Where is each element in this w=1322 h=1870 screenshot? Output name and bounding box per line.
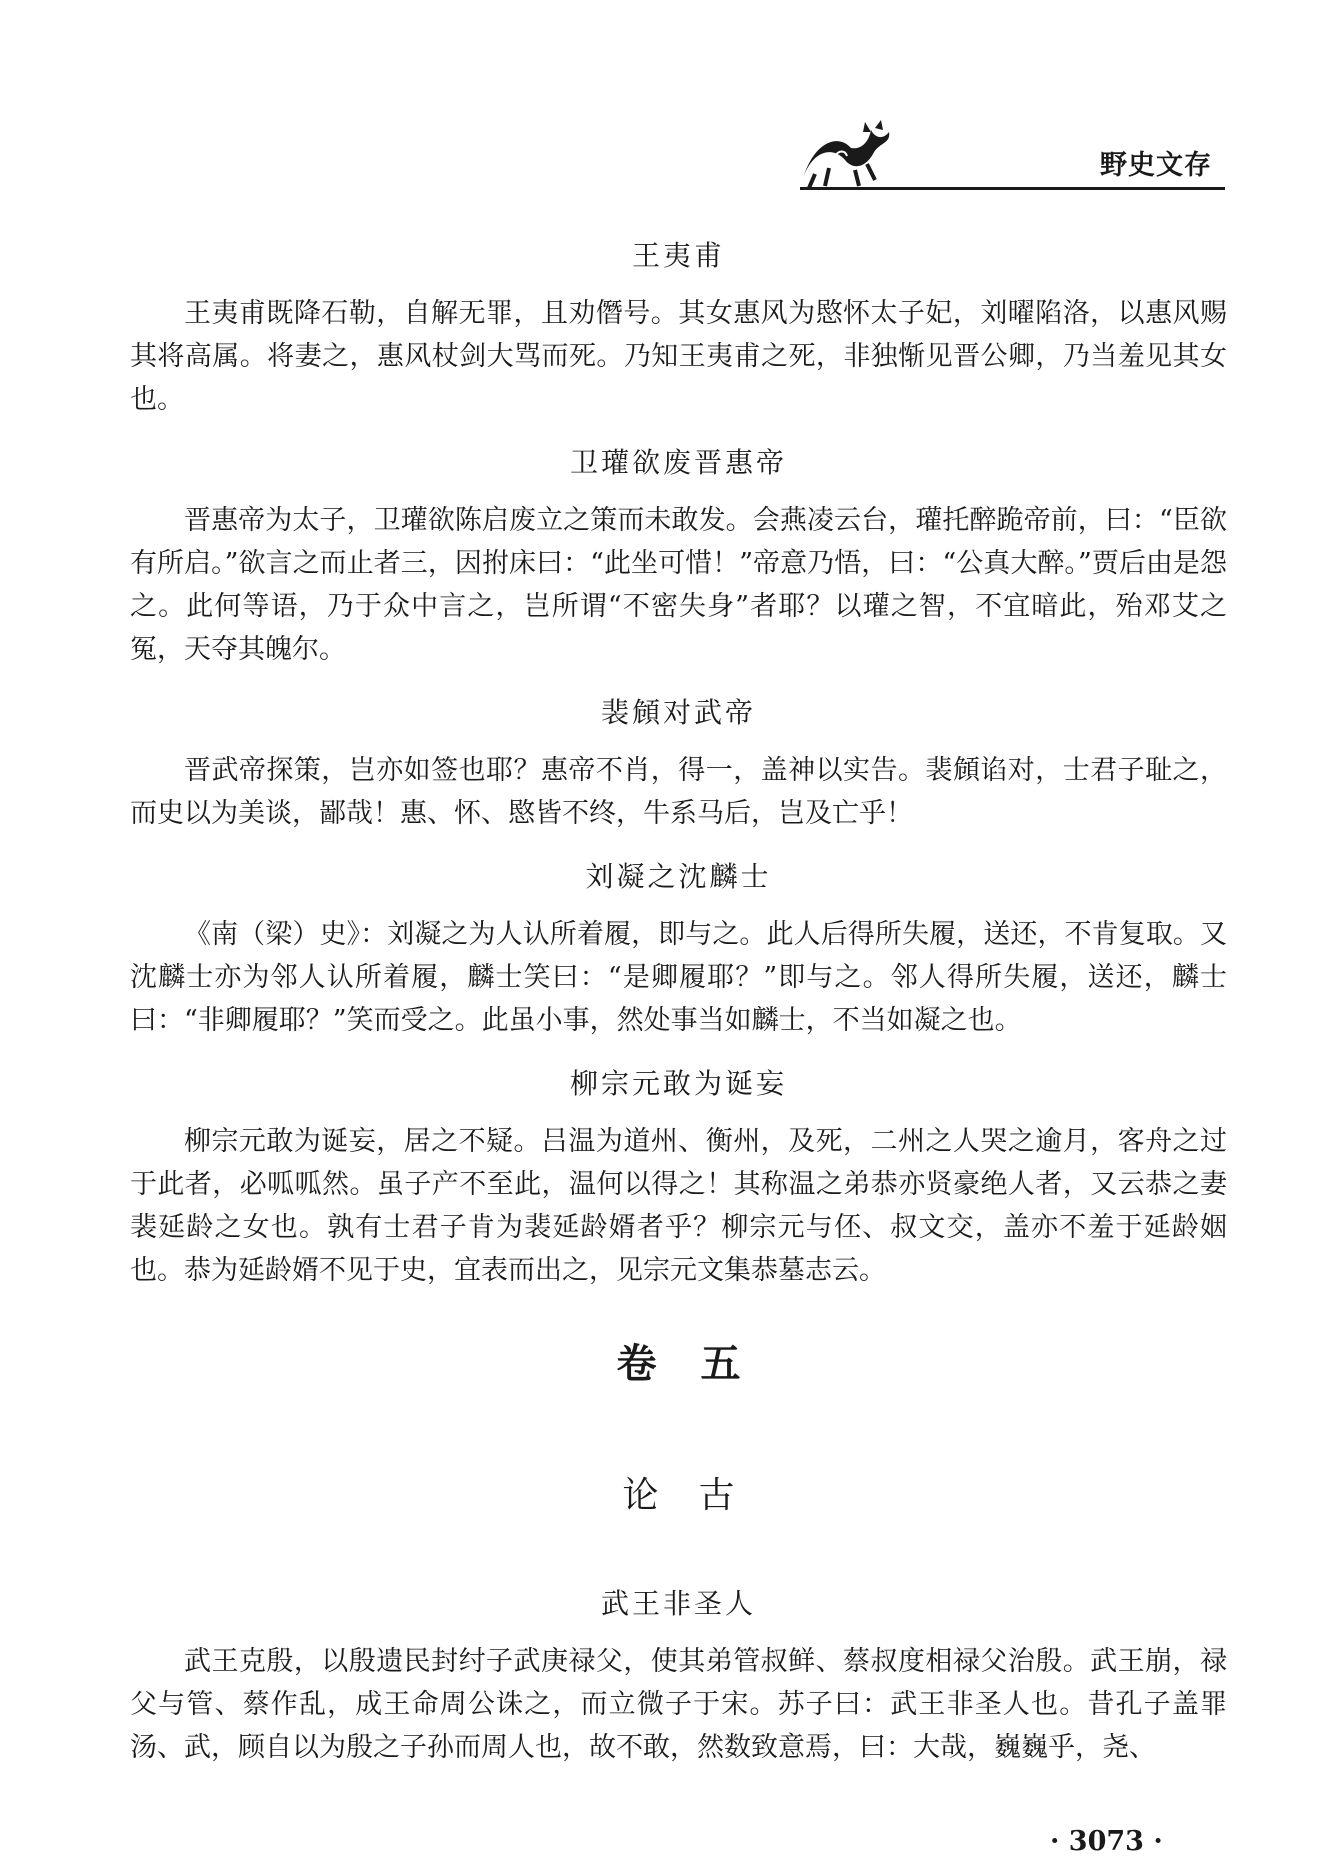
section-paragraph: 晋惠帝为太子，卫瓘欲陈启废立之策而未敢发。会燕凌云台，瓘托醉跪帝前，曰：“臣欲有所启。”欲言之而止者三，因拊床曰：“此坐可惜！”帝意乃悟，曰：“公真大醉。”贾后由是怨之。此何等语，乃于众中言之，岂所谓“不密失身”者耶？以瓘之智，不宜暗此，殆邓艾之冤，天夺其魄尔。 [130, 505, 1227, 665]
section-pei-wei [130, 685, 1227, 835]
section-title: 柳宗元敢为诞妄 [569, 1067, 787, 1100]
section-wang-yifu [130, 228, 1227, 421]
section-paragraph: 晋武帝探策，岂亦如签也耶？惠帝不肖，得一，盖神以实告。裴頠谄对，士君子耻之，而史以为美谈，鄙哉！惠、怀、愍皆不终，牛系马后，岂及亡乎！ [130, 755, 1227, 829]
chapter-title: 论古 [622, 1475, 775, 1516]
running-header-title: 野史文存 [1100, 150, 1212, 181]
section-title: 王夷甫 [631, 239, 725, 272]
page-content [130, 228, 1227, 1783]
section-paragraph: 柳宗元敢为诞妄，居之不疑。吕温为道州、衡州，及死，二州之人哭之逾月，客舟之过于此者，必呱呱然。虽子产不至此，温何以得之！其称温之弟恭亦贤豪绝人者，又云恭之妻裴延龄之女也。孰有士君子肯为裴延龄婿者乎？柳宗元与伾、叔文交，盖亦不羞于延龄姻也。恭为延龄婿不见于史，宜表而出之，见宗元文集恭墓志云。 [130, 1126, 1227, 1286]
header-rule [800, 187, 1225, 190]
page-number: · 3073 · [1050, 1826, 1163, 1857]
running-header [0, 0, 1322, 200]
volume-title: 卷五 [616, 1340, 785, 1387]
section-title: 卫瓘欲废晋惠帝 [569, 446, 787, 479]
section-liu-ningzhi [130, 849, 1227, 1042]
section-paragraph: 王夷甫既降石勒，自解无罪，且劝僭号。其女惠风为愍怀太子妃，刘曜陷洛，以惠风赐其将高属。将妻之，惠风杖剑大骂而死。乃知王夷甫之死，非独惭见晋公卿，乃当羞见其女也。 [130, 298, 1227, 415]
section-title: 裴頠对武帝 [600, 696, 756, 729]
section-title: 武王非圣人 [600, 1587, 756, 1620]
section-liu-zongyuan [130, 1056, 1227, 1292]
dragon-icon [795, 120, 895, 192]
section-wuwang [130, 1576, 1227, 1769]
section-wei-guan [130, 435, 1227, 671]
section-title: 刘凝之沈麟士 [585, 860, 772, 893]
section-paragraph: 《南（梁）史》：刘凝之为人认所着履，即与之。此人后得所失履，送还，不肯复取。又沈麟士亦为邻人认所着履，麟士笑曰：“是卿履耶？”即与之。邻人得所失履，送还，麟士曰：“非卿履耶？”笑而受之。此虽小事，然处事当如麟士，不当如凝之也。 [130, 919, 1227, 1036]
section-paragraph: 武王克殷，以殷遗民封纣子武庚禄父，使其弟管叔鲜、蔡叔度相禄父治殷。武王崩，禄父与管、蔡作乱，成王命周公诛之，而立微子于宋。苏子曰：武王非圣人也。昔孔子盖罪汤、武，顾自以为殷之子孙而周人也，故不敢，然数致意焉，曰：大哉，巍巍乎，尧、 [130, 1646, 1227, 1763]
